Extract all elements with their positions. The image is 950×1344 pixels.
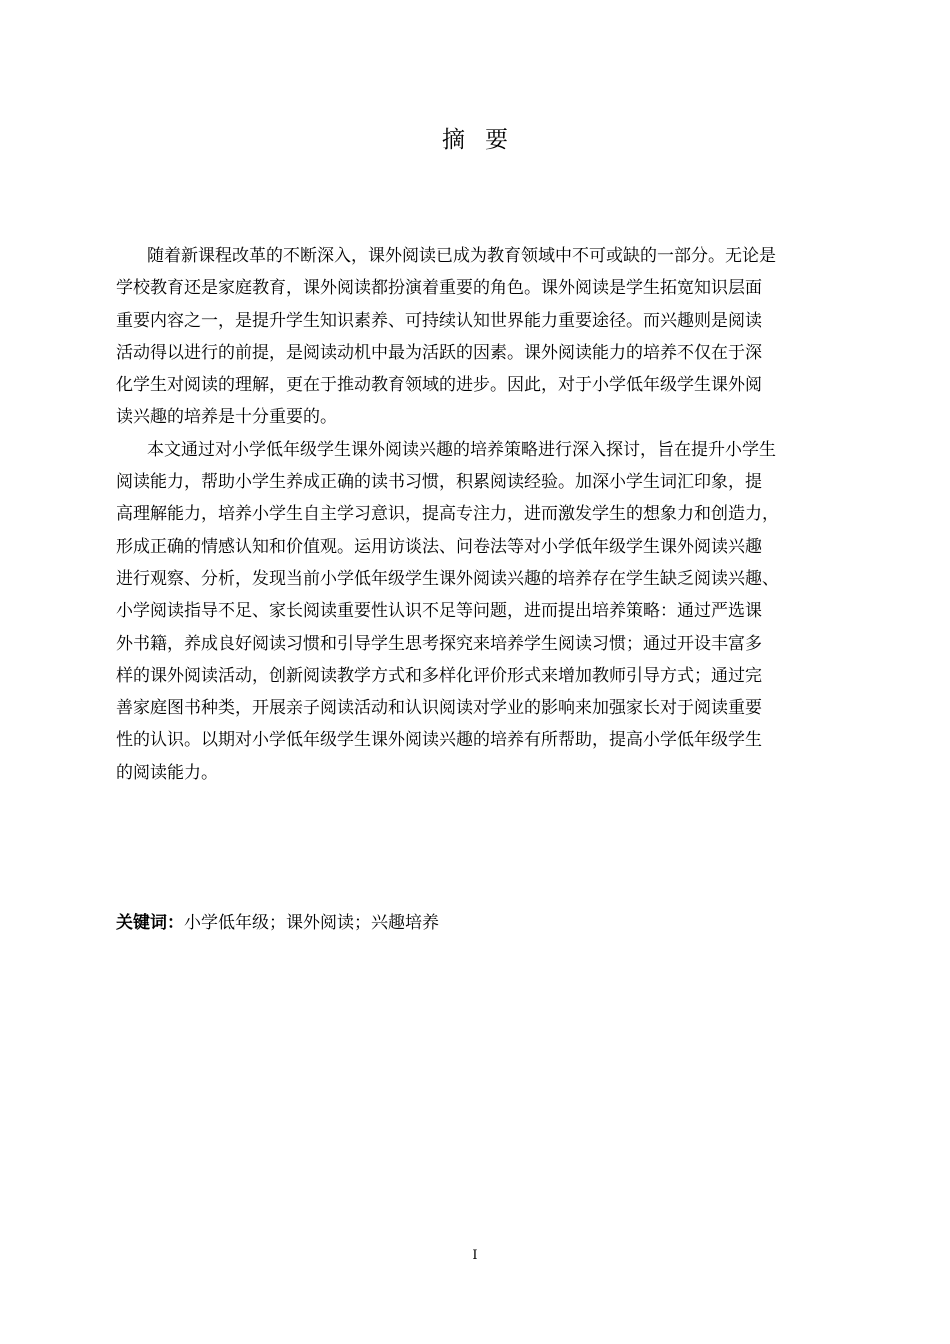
keywords-text: 小学低年级；课外阅读；兴趣培养 xyxy=(184,913,439,933)
keywords-label: 关键词： xyxy=(116,913,184,933)
paragraph-line: 形成正确的情感认知和价值观。运用访谈法、问卷法等对小学低年级学生课外阅读兴趣 xyxy=(116,536,762,557)
abstract-paragraph-2 xyxy=(116,434,860,789)
paragraph-line: 高理解能力，培养小学生自主学习意识，提高专注力，进而激发学生的想象力和创造力， xyxy=(116,504,779,525)
paragraph-line: 进行观察、分析，发现当前小学低年级学生课外阅读兴趣的培养存在学生缺乏阅读兴趣、 xyxy=(116,568,779,589)
abstract-paragraph-1 xyxy=(116,240,860,434)
keywords-line xyxy=(116,907,439,939)
paragraph-line: 善家庭图书种类，开展亲子阅读活动和认识阅读对学业的影响来加强家长对于阅读重要 xyxy=(116,698,762,719)
page-number: I xyxy=(472,1248,478,1263)
paragraph-line: 阅读能力，帮助小学生养成正确的读书习惯，积累阅读经验。加深小学生词汇印象，提 xyxy=(116,472,762,493)
paragraph-line: 小学阅读指导不足、家长阅读重要性认识不足等问题，进而提出培养策略：通过严选课 xyxy=(116,601,762,622)
paragraph-line: 外书籍，养成良好阅读习惯和引导学生思考探究来培养学生阅读习惯；通过开设丰富多 xyxy=(116,633,762,654)
abstract-title: 摘要 xyxy=(442,127,528,153)
paragraph-line: 样的课外阅读活动，创新阅读教学方式和多样化评价形式来增加教师引导方式；通过完 xyxy=(116,665,762,686)
paragraph-line: 活动得以进行的前提，是阅读动机中最为活跃的因素。课外阅读能力的培养不仅在于深 xyxy=(116,342,762,363)
paragraph-line: 学校教育还是家庭教育，课外阅读都扮演着重要的角色。课外阅读是学生拓宽知识层面 xyxy=(116,278,762,299)
paragraph-line: 读兴趣的培养是十分重要的。 xyxy=(116,407,337,428)
paragraph-line: 化学生对阅读的理解，更在于推动教育领域的进步。因此，对于小学低年级学生课外阅 xyxy=(116,375,762,396)
abstract-body xyxy=(116,240,860,789)
paragraph-line: 本文通过对小学低年级学生课外阅读兴趣的培养策略进行深入探讨，旨在提升小学生 xyxy=(147,439,776,460)
paragraph-line: 随着新课程改革的不断深入，课外阅读已成为教育领域中不可或缺的一部分。无论是 xyxy=(147,246,776,266)
paragraph-line: 重要内容之一，是提升学生知识素养、可持续认知世界能力重要途径。而兴趣则是阅读 xyxy=(116,310,762,331)
paragraph-line: 的阅读能力。 xyxy=(116,762,218,783)
paragraph-line: 性的认识。以期对小学低年级学生课外阅读兴趣的培养有所帮助，提高小学低年级学生 xyxy=(116,730,762,751)
